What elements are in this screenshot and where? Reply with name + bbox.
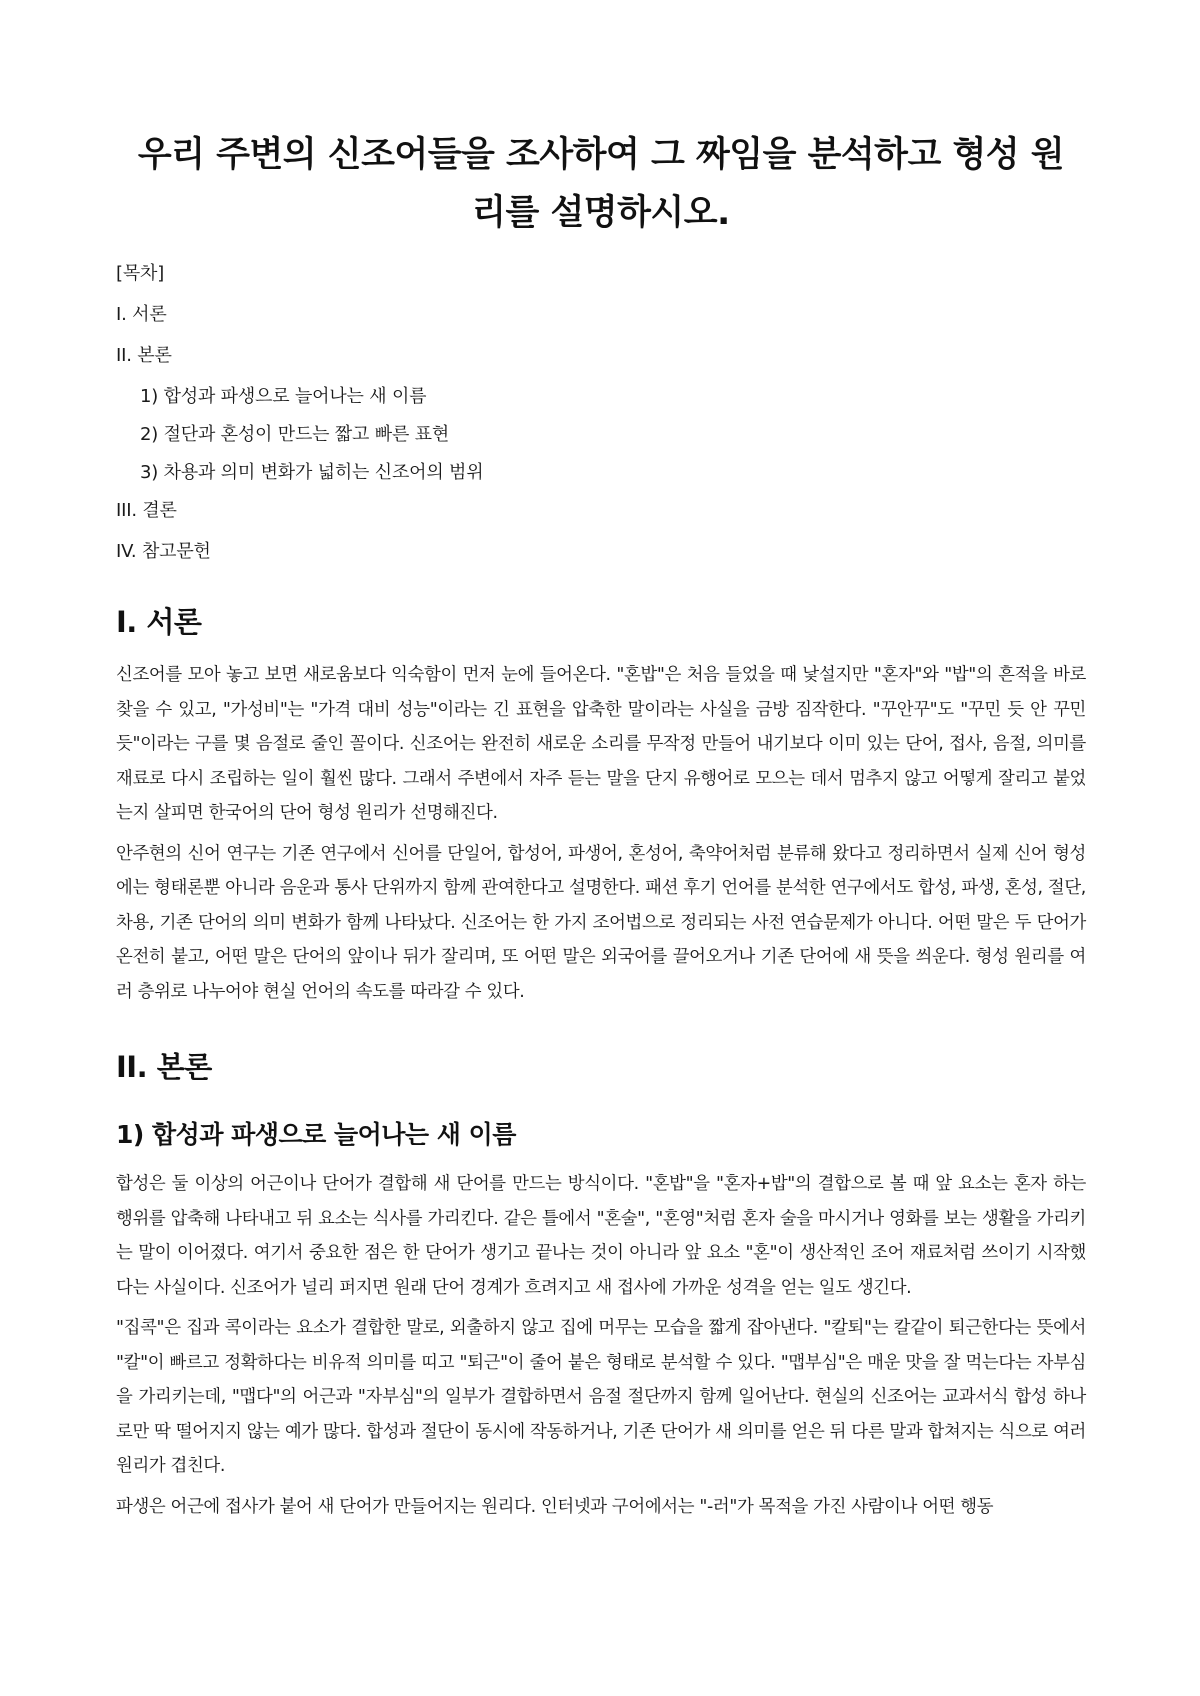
toc-item-references: IV. 참고문헌	[116, 541, 211, 562]
section-heading-body: II. 본론	[116, 1050, 212, 1084]
toc-heading: [목차]	[116, 263, 165, 284]
toc-item-body-1: 1) 합성과 파생으로 늘어나는 새 이름	[140, 386, 427, 407]
toc-item-body-3: 3) 차용과 의미 변화가 넓히는 신조어의 범위	[140, 462, 484, 483]
toc-item-body: II. 본론	[116, 345, 172, 366]
body-paragraph-2: "집콕"은 집과 콕이라는 요소가 결합한 말로, 외출하지 않고 집에 머무는 모습을 짧게 잡아낸다. "칼퇴"는 칼같이 퇴근한다는 뜻에서 "칼"이 빠르고 정확하다는 비유적 의미를 띠고 "퇴근"이 줄어 붙은 형태로 분석할 수 있다. "맵부심"은 매운 맛을 잘 먹는다는 자부심을 가리키는데, "맵다"의 어근과 "자부심"의 일부가 결합하면서 음절 절단까지 함께 일어난다. 현실의 신조어는 교과서식 합성 하나로만 딱 떨어지지 않는 예가 많다. 합성과 절단이 동시에 작동하거나, 기존 단어가 새 의미를 얻은 뒤 다른 말과 합쳐지는 식으로 여러 원리가 겹친다.	[116, 1318, 1086, 1476]
body-paragraph-1: 합성은 둘 이상의 어근이나 단어가 결합해 새 단어를 만드는 방식이다. "혼밥"을 "혼자+밥"의 결합으로 볼 때 앞 요소는 혼자 하는 행위를 압축해 나타내고 뒤 요소는 식사를 가리킨다. 같은 틀에서 "혼술", "혼영"처럼 혼자 술을 마시거나 영화를 보는 생활을 가리키는 말이 이어졌다. 여기서 중요한 점은 한 단어가 생기고 끝나는 것이 아니라 앞 요소 "혼"이 생산적인 조어 재료처럼 쓰이기 시작했다는 사실이다. 신조어가 널리 퍼지면 원래 단어 경계가 흐려지고 새 접사에 가까운 성격을 얻는 일도 생긴다.	[116, 1174, 1086, 1298]
subsection-heading-1: 1) 합성과 파생으로 늘어나는 새 이름	[116, 1120, 516, 1149]
body-paragraph-3: 파생은 어근에 접사가 붙어 새 단어가 만들어지는 원리다. 인터넷과 구어에서는 "-러"가 목적을 가진 사람이나 어떤 행동	[116, 1496, 994, 1517]
toc-item-conclusion: III. 결론	[116, 500, 177, 521]
document-title: 우리 주변의 신조어들을 조사하여 그 짜임을 분석하고 형성 원리를 설명하시오.	[137, 135, 1065, 233]
intro-paragraph-1: 신조어를 모아 놓고 보면 새로움보다 익숙함이 먼저 눈에 들어온다. "혼밥"은 처음 들었을 때 낯설지만 "혼자"와 "밥"의 흔적을 바로 찾을 수 있고, "가성비"는 "가격 대비 성능"이라는 긴 표현을 압축한 말이라는 사실을 금방 짐작한다. "꾸안꾸"도 "꾸민 듯 안 꾸민 듯"이라는 구를 몇 음절로 줄인 꼴이다. 신조어는 완전히 새로운 소리를 무작정 만들어 내기보다 이미 있는 단어, 접사, 음절, 의미를 재료로 다시 조립하는 일이 훨씬 많다. 그래서 주변에서 자주 듣는 말을 단지 유행어로 모으는 데서 멈추지 않고 어떻게 잘리고 붙었는지 살피면 한국어의 단어 형성 원리가 선명해진다.	[116, 665, 1086, 823]
section-heading-intro: I. 서론	[116, 605, 202, 639]
toc-item-intro: I. 서론	[116, 304, 167, 325]
table-of-contents	[116, 262, 1086, 564]
intro-paragraph-2: 안주현의 신어 연구는 기존 연구에서 신어를 단일어, 합성어, 파생어, 혼성어, 축약어처럼 분류해 왔다고 정리하면서 실제 신어 형성에는 형태론뿐 아니라 음운과 통사 단위까지 함께 관여한다고 설명한다. 패션 후기 언어를 분석한 연구에서도 합성, 파생, 혼성, 절단, 차용, 기존 단어의 의미 변화가 함께 나타났다. 신조어는 한 가지 조어법으로 정리되는 사전 연습문제가 아니다. 어떤 말은 두 단어가 온전히 붙고, 어떤 말은 단어의 앞이나 뒤가 잘리며, 또 어떤 말은 외국어를 끌어오거나 기존 단어에 새 뜻을 씌운다. 형성 원리를 여러 층위로 나누어야 현실 언어의 속도를 따라갈 수 있다.	[116, 843, 1087, 1002]
toc-item-body-2: 2) 절단과 혼성이 만드는 짧고 빠른 표현	[140, 424, 450, 445]
